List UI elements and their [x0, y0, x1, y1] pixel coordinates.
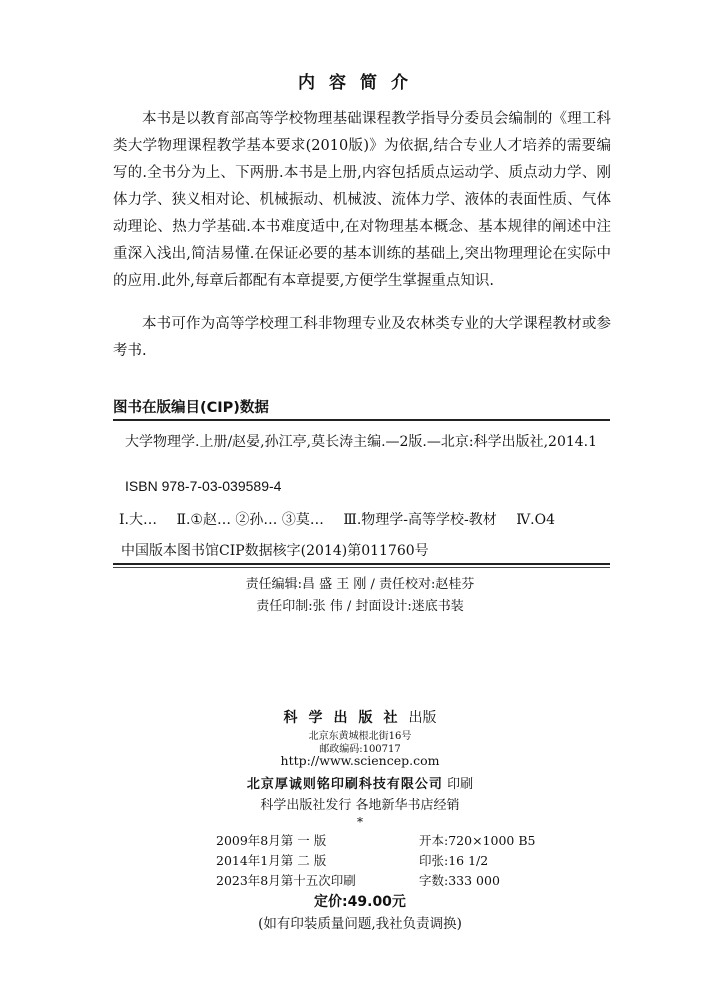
edition-left: 2014年1月第 二 版 — [216, 853, 327, 868]
cip-isbn: ISBN 978-7-03-039589-4 — [125, 478, 282, 494]
edition-row — [216, 871, 500, 889]
credits-line-1: 责任编辑:昌 盛 王 刚 / 责任校对:赵桂芬 — [245, 577, 475, 592]
publisher-suffix: 出版 — [408, 710, 437, 726]
credits-line-2: 责任印制:张 伟 / 封面设计:迷底书装 — [256, 599, 464, 614]
cip-top-rule — [113, 419, 610, 421]
edition-right: 印张:16 1/2 — [419, 853, 489, 868]
cip-classification — [119, 509, 615, 529]
publisher-url: http://www.sciencep.com — [280, 753, 440, 768]
edition-left: 2009年8月第 一 版 — [216, 833, 327, 848]
cip-bottom-rule — [113, 563, 610, 565]
publisher-postcode: 邮政编码:100717 — [319, 744, 401, 755]
page-title: 内容简介 — [298, 73, 422, 93]
publisher-name — [0, 707, 720, 727]
cip-check-number: 中国版本图书馆CIP数据核字(2014)第011760号 — [121, 543, 429, 559]
cip-class-3: Ⅲ.物理学-高等学校-教材 — [343, 512, 497, 528]
cip-class-1: Ⅰ.大… — [119, 512, 157, 528]
edition-left: 2023年8月第十五次印刷 — [216, 873, 356, 888]
separator-star: * — [357, 815, 363, 829]
printer-name: 北京厚诚则铭印刷科技有限公司 — [246, 777, 443, 792]
cip-class-4: Ⅳ.O4 — [516, 512, 556, 528]
edition-right: 开本:720×1000 B5 — [419, 833, 536, 848]
publisher-logo-text: 科学出版社 — [283, 710, 409, 726]
intro-paragraph-1: 本书是以教育部高等学校物理基础课程教学指导分委员会编制的《理工科类大学物理课程教学基本要求(2010版)》为依据,结合专业人才培养的需要编写的.全书分为上、下两册.本书是上册,内容包括质点运动学、质点动力学、刚体力学、狭义相对论、机械振动、机械波、流体力学、液体的表面性质、气体动理论、热力学基础.本书难度适中,在对物理基本概念、基本规律的阐述中注重深入浅出,简洁易懂.在保证必要的基本训练的基础上,突出物理理论在实际中的应用.此外,每章后都配有本章提要,方便学生掌握重点知识. — [113, 111, 611, 289]
intro-paragraph-2: 本书可作为高等学校理工科非物理专业及农林类专业的大学课程教材或参考书. — [113, 316, 611, 359]
printer — [0, 773, 720, 792]
edition-right: 字数:333 000 — [419, 873, 500, 888]
edition-row — [216, 851, 488, 869]
cip-entry: 大学物理学.上册/赵晏,孙江亭,莫长涛主编.—2版.—北京:科学出版社,2014.1 — [125, 434, 598, 450]
cip-class-2: Ⅱ.①赵… ②孙… ③莫… — [176, 512, 324, 528]
printer-suffix: 印刷 — [447, 777, 474, 792]
cip-heading: 图书在版编目(CIP)数据 — [113, 400, 269, 416]
edition-row — [216, 831, 535, 849]
quality-notice: (如有印装质量问题,我社负责调换) — [258, 916, 462, 932]
price: 定价:49.00元 — [314, 894, 406, 910]
distribution: 科学出版社发行 各地新华书店经销 — [260, 798, 460, 813]
cip-bottom-thin-rule — [113, 567, 610, 568]
publisher-address: 北京东黄城根北街16号 — [308, 731, 412, 742]
